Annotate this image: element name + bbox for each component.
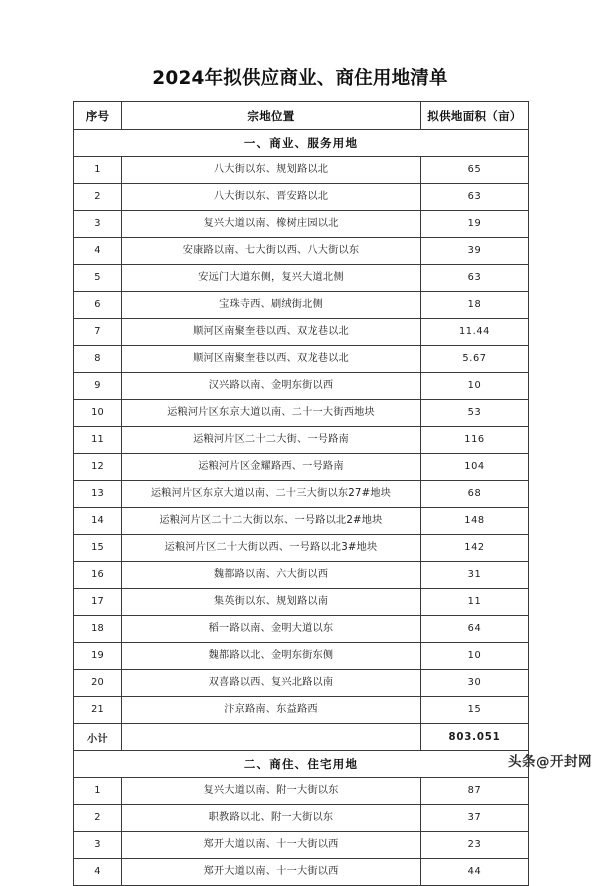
cell-location: 复兴大道以南、橡树庄园以北 [122,211,421,238]
table-body [74,130,529,886]
cell-area: 10 [421,373,529,400]
cell-area: 5.67 [421,346,529,373]
table-row [74,157,529,184]
cell-index: 17 [74,589,122,616]
cell-index: 3 [74,832,122,859]
cell-area: 11 [421,589,529,616]
table-row [74,454,529,481]
cell-location: 职教路以北、附一大街以东 [122,805,421,832]
cell-location: 复兴大道以南、附一大街以东 [122,778,421,805]
cell-area: 44 [421,859,529,886]
cell-index: 13 [74,481,122,508]
table-row [74,589,529,616]
cell-location: 稻一路以南、金明大道以东 [122,616,421,643]
table-row [74,400,529,427]
cell-location: 宝珠寺西、刷绒街北侧 [122,292,421,319]
table-row [74,211,529,238]
cell-index: 2 [74,805,122,832]
table-header [74,102,529,130]
page-title: 2024年拟供应商业、商住用地清单 [152,68,448,89]
cell-index: 12 [74,454,122,481]
cell-index: 1 [74,157,122,184]
cell-location: 魏都路以南、六大街以西 [122,562,421,589]
table-row [74,616,529,643]
cell-area: 23 [421,832,529,859]
table-section-heading-row [74,751,529,778]
table-row [74,238,529,265]
table-row [74,508,529,535]
cell-index: 10 [74,400,122,427]
cell-area: 11.44 [421,319,529,346]
table-row [74,373,529,400]
cell-location: 郑开大道以南、十一大街以西 [122,859,421,886]
table-subtotal-row [74,724,529,751]
cell-location: 运粮河片区二十大街以西、一号路以北3#地块 [122,535,421,562]
table-row [74,832,529,859]
column-header-area: 拟供地面积（亩） [421,102,529,130]
cell-index: 21 [74,697,122,724]
cell-index: 20 [74,670,122,697]
cell-area: 148 [421,508,529,535]
subtotal-location [122,724,421,751]
column-header-location: 宗地位置 [122,102,421,130]
table-row [74,346,529,373]
section-heading: 二、商住、住宅用地 [74,751,529,778]
cell-area: 63 [421,184,529,211]
table-row [74,562,529,589]
table-row [74,778,529,805]
cell-index: 18 [74,616,122,643]
subtotal-area: 803.051 [421,724,529,751]
cell-location: 运粮河片区二十二大街、一号路南 [122,427,421,454]
cell-location: 汴京路南、东益路西 [122,697,421,724]
cell-index: 16 [74,562,122,589]
table-row [74,481,529,508]
table-row [74,292,529,319]
cell-area: 64 [421,616,529,643]
watermark: 头条@开封网 [508,754,592,770]
column-header-index: 序号 [74,102,122,130]
table-row [74,859,529,886]
table-header-row [74,102,529,130]
table-row [74,643,529,670]
cell-area: 142 [421,535,529,562]
cell-area: 19 [421,211,529,238]
table-row [74,670,529,697]
cell-area: 31 [421,562,529,589]
cell-index: 6 [74,292,122,319]
cell-index: 3 [74,211,122,238]
cell-location: 运粮河片区金耀路西、一号路南 [122,454,421,481]
cell-location: 郑开大道以南、十一大街以西 [122,832,421,859]
land-supply-table-container [73,101,528,886]
cell-location: 八大街以东、晋安路以北 [122,184,421,211]
cell-area: 63 [421,265,529,292]
cell-index: 7 [74,319,122,346]
cell-area: 37 [421,805,529,832]
cell-area: 116 [421,427,529,454]
land-supply-table [73,101,529,886]
table-row [74,805,529,832]
table-row [74,427,529,454]
cell-area: 53 [421,400,529,427]
cell-index: 5 [74,265,122,292]
cell-index: 8 [74,346,122,373]
cell-area: 30 [421,670,529,697]
cell-area: 10 [421,643,529,670]
cell-area: 87 [421,778,529,805]
table-row [74,184,529,211]
cell-index: 4 [74,238,122,265]
subtotal-label: 小计 [74,724,122,751]
cell-location: 运粮河片区二十二大街以东、一号路以北2#地块 [122,508,421,535]
cell-index: 19 [74,643,122,670]
cell-location: 安远门大道东侧，复兴大道北侧 [122,265,421,292]
table-row [74,265,529,292]
cell-location: 双喜路以西、复兴北路以南 [122,670,421,697]
cell-location: 顺河区南聚奎巷以西、双龙巷以北 [122,319,421,346]
table-row [74,697,529,724]
cell-location: 八大街以东、规划路以北 [122,157,421,184]
cell-area: 18 [421,292,529,319]
cell-location: 汉兴路以南、金明东街以西 [122,373,421,400]
cell-location: 运粮河片区东京大道以南、二十一大街西地块 [122,400,421,427]
cell-index: 15 [74,535,122,562]
cell-index: 4 [74,859,122,886]
table-row [74,535,529,562]
cell-location: 运粮河片区东京大道以南、二十三大街以东27#地块 [122,481,421,508]
table-row [74,319,529,346]
section-heading: 一、商业、服务用地 [74,130,529,157]
cell-location: 魏都路以北、金明东街东侧 [122,643,421,670]
cell-area: 68 [421,481,529,508]
cell-index: 2 [74,184,122,211]
cell-location: 集英街以东、规划路以南 [122,589,421,616]
cell-index: 14 [74,508,122,535]
cell-area: 39 [421,238,529,265]
cell-location: 顺河区南聚奎巷以西、双龙巷以北 [122,346,421,373]
cell-area: 15 [421,697,529,724]
table-section-heading-row [74,130,529,157]
cell-index: 11 [74,427,122,454]
cell-area: 104 [421,454,529,481]
cell-index: 9 [74,373,122,400]
cell-location: 安康路以南、七大街以西、八大街以东 [122,238,421,265]
cell-index: 1 [74,778,122,805]
cell-area: 65 [421,157,529,184]
